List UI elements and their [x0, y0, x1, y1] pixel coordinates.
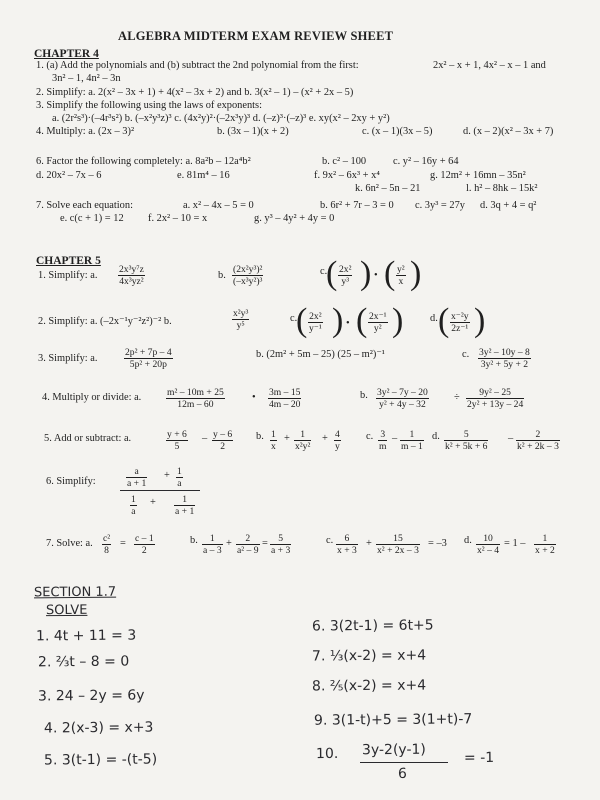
ch5-q6-main-bar: [120, 490, 200, 491]
ch5-q1-c-paren-open-1: (: [326, 255, 338, 292]
ch4-q7-b: b. 6r² + 7r – 3 = 0: [320, 200, 394, 211]
ch5-q5-d-minus: –: [508, 433, 514, 444]
handwritten-problem-7: 7. ⅓(x-2) = x+4: [311, 647, 427, 665]
ch5-q5-b-plus-2: +: [322, 433, 328, 444]
ch5-q6-bottom-fraction-2: $\frac{1}{a + 1}$: [175, 494, 195, 517]
ch4-q6-k: k. 6n² – 5n – 21: [355, 183, 421, 194]
ch5-q1-a-fraction: $\frac{\text{2x³y⁷z}}{\text{4x³yz²}}$: [119, 264, 144, 287]
ch5-q7-a-fraction-1: $\frac{\text{c²}}{8}$: [103, 533, 111, 556]
chapter-4-heading: CHAPTER 4: [34, 48, 99, 60]
ch4-q1-poly-a: 2x² – x + 1, 4x² – x – 1 and: [433, 60, 546, 71]
ch5-q2-c-fraction-2: $\frac{\text{2x⁻¹}}{\text{y²}}$: [369, 311, 387, 334]
ch4-q6-e: e. 81m⁴ – 16: [177, 170, 230, 181]
handwritten-problem-10-denominator: 6: [397, 765, 407, 783]
handwritten-problem-8: 8. ⅖(x-2) = x+4: [311, 677, 427, 695]
ch5-q2-c-paren-close-1: ): [332, 302, 344, 339]
handwritten-section-heading: SECTION 1.7: [33, 584, 117, 601]
ch5-q1-c-paren-close-1: ): [360, 255, 372, 292]
ch5-q7-d-mid: = 1 –: [504, 538, 526, 549]
handwritten-problem-9: 9. 3(1-t)+5 = 3(1+t)-7: [313, 711, 473, 729]
handwritten-problem-4: 4. 2(x-3) = x+3: [43, 719, 154, 737]
ch5-q2-c-paren-open-1: (: [296, 302, 308, 339]
ch4-q6-c: c. y² – 16y + 64: [393, 156, 459, 167]
ch4-q7-c: c. 3y³ = 27y: [415, 200, 465, 211]
ch5-q2-b-fraction: $\frac{\text{x²y³}}{\text{y⁵}}$: [233, 308, 249, 331]
ch5-q5-c-fraction-1: $\frac{3}{m}$: [379, 429, 387, 452]
ch5-q5-c-minus: –: [392, 433, 398, 444]
ch5-q5-b-plus-1: +: [284, 433, 290, 444]
handwritten-problem-1: 1. 4t + 11 = 3: [35, 627, 137, 645]
ch5-q5-label: 5. Add or subtract: a.: [44, 433, 132, 444]
ch4-q7-d: d. 3q + 4 = q²: [480, 200, 537, 211]
ch5-q6-top-plus: +: [164, 470, 170, 481]
ch4-q4-a: 4. Multiply: a. (2x – 3)²: [36, 126, 135, 137]
ch5-q7-c-fraction-1: $\frac{6}{x + 3}$: [337, 533, 357, 556]
ch5-q7-c-fraction-2: $\frac{15}{\text{x² + 2x – 3}}$: [377, 533, 419, 556]
ch5-q6-bottom-fraction-1: $\frac{1}{a}$: [131, 494, 136, 517]
ch5-q7-c-rhs: = –3: [428, 538, 447, 549]
ch4-q7-g: g. y³ – 4y² + 4y = 0: [254, 213, 335, 224]
ch5-q4-b-fraction-1: $\frac{\text{3y² – 7y – 20}}{\text{y² + 4y – 32}}$: [377, 387, 428, 410]
ch4-q1-poly-b: 3n² – 1, 4n² – 3n: [52, 73, 121, 84]
ch5-q7-d-fraction-2: $\frac{1}{x + 2}$: [535, 533, 555, 556]
ch5-q4-b-label: b.: [360, 390, 368, 401]
ch4-q4-c: c. (x – 1)(3x – 5): [362, 126, 433, 137]
ch5-q4-a-fraction-2: $\frac{3m - 15}{4m - 20}$: [269, 387, 301, 410]
handwritten-problem-10-label: 10.: [315, 745, 339, 763]
ch5-q3-b: b. (2m² + 5m – 25) (25 – m²)⁻¹: [256, 349, 385, 360]
handwritten-problem-10-rhs: = -1: [463, 749, 495, 767]
ch5-q4-label: 4. Multiply or divide: a.: [42, 392, 142, 403]
ch5-q2-d-fraction: $\frac{\text{x⁻²y}}{\text{2z⁻¹}}$: [451, 311, 469, 334]
ch5-q3-c-label: c.: [462, 349, 470, 360]
ch5-q6-top-fraction-2: $\frac{1}{a}$: [177, 466, 182, 489]
ch4-q4-b: b. (3x – 1)(x + 2): [217, 126, 289, 137]
ch5-q5-b-fraction-2: $\frac{1}{\text{x²y²}}$: [295, 429, 311, 452]
ch5-q1-label: 1. Simplify: a.: [38, 270, 98, 281]
ch5-q5-a-op: –: [202, 433, 208, 444]
ch5-q7-b-plus: +: [226, 538, 232, 549]
ch5-q5-d-fraction-1: $\frac{5}{\text{k² + 5k + 6}}$: [445, 429, 488, 452]
ch5-q7-d-fraction-1: $\frac{10}{\text{x² – 4}}$: [477, 533, 500, 556]
handwritten-problem-6: 6. 3(2t-1) = 6t+5: [311, 617, 434, 635]
handwritten-problem-10-bar: [360, 762, 448, 763]
ch5-q7-c-label: c.: [326, 535, 334, 546]
ch5-q5-b-fraction-3: $\frac{4}{y}$: [335, 429, 340, 452]
ch5-q2-d-paren-close: ): [474, 302, 486, 339]
ch5-q7-label: 7. Solve: a.: [46, 538, 93, 549]
ch5-q1-c-paren-close-2: ): [410, 255, 422, 292]
ch5-q4-b-fraction-2: $\frac{\text{9y² – 25}}{\text{2y² + 13y – 24}}$: [467, 387, 524, 410]
ch5-q2-d-label: d.: [430, 313, 438, 324]
ch5-q3-a-fraction: $\frac{\text{2p² + 7p – 4}}{\text{5p² + 20p}}$: [125, 347, 172, 370]
ch4-q2-text: 2. Simplify: a. 2(x² – 3x + 1) + 4(x² – 3x + 2) and b. 3(x² – 1) – (x² + 2x – 5): [36, 87, 354, 98]
ch5-q2-c-paren-close-2: ): [392, 302, 404, 339]
ch4-q7-f: f. 2x² – 10 = x: [148, 213, 208, 224]
ch5-q6-label: 6. Simplify:: [46, 476, 96, 487]
page-title: ALGEBRA MIDTERM EXAM REVIEW SHEET: [118, 29, 394, 43]
ch5-q7-b-equals: =: [262, 538, 268, 549]
ch4-q3-parts: a. (2r²s³)·(–4r³s²) b. (–x²y³z)³ c. (4x²y)²·(–2x³y)³ d. (–z)³·(–z)³ e. xy(x² – 2xy + y²): [52, 113, 390, 124]
ch5-q2-c-paren-open-2: (: [356, 302, 368, 339]
ch5-q2-d-paren-open: (: [438, 302, 450, 339]
ch5-q4-a-op: •: [252, 392, 256, 403]
ch4-q6-g: g. 12m² + 16mn – 35n²: [430, 170, 526, 181]
ch5-q2-label: 2. Simplify: a. (–2x⁻¹y⁻²z²)⁻² b.: [38, 316, 172, 327]
ch5-q5-a-fraction-2: $\frac{y - 6}{2}$: [213, 429, 233, 452]
chapter-5-heading: CHAPTER 5: [36, 255, 101, 267]
ch5-q5-a-fraction-1: $\frac{y + 6}{5}$: [167, 429, 187, 452]
ch5-q5-d-label: d.: [432, 431, 440, 442]
ch5-q6-bottom-plus: +: [150, 497, 156, 508]
ch5-q3-c-fraction: $\frac{\text{3y² – 10y – 8}}{\text{3y² + 5y + 2}}$: [479, 347, 530, 370]
ch5-q5-c-label: c.: [366, 431, 374, 442]
ch5-q4-b-op: ÷: [454, 392, 460, 403]
ch5-q4-a-fraction-1: $\frac{\text{m² – 10m + 25}}{12m - 60}$: [167, 387, 224, 410]
ch5-q1-c-dot: •: [374, 270, 378, 281]
ch5-q5-c-fraction-2: $\frac{1}{m - 1}$: [401, 429, 423, 452]
ch4-q7-e: e. c(c + 1) = 12: [60, 213, 124, 224]
ch5-q2-c-fraction-1: $\frac{\text{2x²}}{\text{y⁻¹}}$: [309, 311, 322, 334]
handwritten-problem-5: 5. 3(t-1) = -(t-5): [43, 751, 158, 769]
ch5-q1-c-label: c.: [320, 266, 328, 277]
ch4-q3-text: 3. Simplify the following using the laws of exponents:: [36, 100, 262, 111]
ch5-q7-d-label: d.: [464, 535, 472, 546]
ch5-q2-c-dot: •: [346, 318, 350, 329]
ch4-q7-text: 7. Solve each equation:: [36, 200, 133, 211]
ch5-q1-c-fraction-1: $\frac{\text{2x²}}{\text{y³}}$: [339, 264, 352, 287]
ch5-q1-c-paren-open-2: (: [384, 255, 396, 292]
ch4-q7-a: a. x² – 4x – 5 = 0: [183, 200, 254, 211]
ch4-q6-a: 6. Factor the following completely: a. 8a²b – 12a⁴b²: [36, 156, 251, 167]
ch5-q7-b-fraction-1: $\frac{1}{a - 3}$: [203, 533, 222, 556]
handwritten-solve-heading: SOLVE: [45, 602, 88, 619]
ch5-q7-c-plus: +: [366, 538, 372, 549]
ch5-q5-b-label: b.: [256, 431, 264, 442]
ch5-q7-b-fraction-2: $\frac{2}{\text{a² – 9}}$: [237, 533, 259, 556]
ch5-q7-a-fraction-2: $\frac{c - 1}{2}$: [135, 533, 154, 556]
handwritten-problem-3: 3. 24 – 2y = 6y: [37, 687, 145, 705]
ch4-q6-l: l. h² – 8hk – 15k²: [466, 183, 538, 194]
ch4-q4-d: d. (x – 2)(x² – 3x + 7): [463, 126, 554, 137]
ch5-q6-top-fraction-1: $\frac{a}{a + 1}$: [127, 466, 147, 489]
ch5-q1-b-label: b.: [218, 270, 226, 281]
ch5-q1-c-fraction-2: $\frac{\text{y²}}{x}$: [397, 264, 405, 287]
ch4-q6-b: b. c² – 100: [322, 156, 367, 167]
ch5-q5-d-fraction-2: $\frac{2}{\text{k² + 2k – 3}}$: [517, 429, 559, 452]
ch5-q7-a-equals: =: [120, 538, 126, 549]
handwritten-problem-2: 2. ⅔t – 8 = 0: [37, 653, 130, 671]
ch5-q3-label: 3. Simplify: a.: [38, 353, 98, 364]
ch5-q7-b-label: b.: [190, 535, 198, 546]
ch4-q6-d: d. 20x² – 7x – 6: [36, 170, 102, 181]
ch5-q7-b-fraction-3: $\frac{5}{a + 3}$: [271, 533, 291, 556]
ch4-q1-text: 1. (a) Add the polynomials and (b) subtract the 2nd polynomial from the first:: [36, 60, 359, 71]
ch5-q5-b-fraction-1: $\frac{1}{x}$: [271, 429, 276, 452]
handwritten-problem-10-numerator: 3y-2(y-1): [361, 741, 426, 759]
ch5-q1-b-fraction: $\frac{\text{(2x²y³)²}}{\text{(–x³y²)³}}$: [233, 264, 263, 287]
ch5-q2-c-label: c.: [290, 313, 298, 324]
ch4-q6-f: f. 9x² – 6x³ + x⁴: [314, 170, 380, 181]
